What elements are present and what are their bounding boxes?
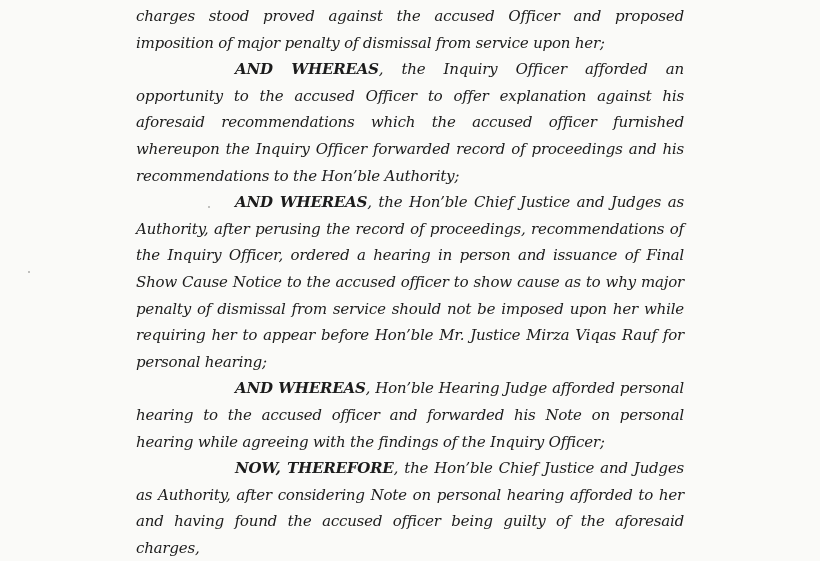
- paragraph-2-keyword: AND WHEREAS: [235, 60, 379, 79]
- paragraph-4-keyword: AND WHEREAS: [235, 379, 366, 398]
- paragraph-2-text: , the Inquiry Officer afforded an opportunity to the accused Officer to offer explanation against his aforesaid recommendations which the accused officer furnished whereupon the Inquiry Officer forwarded record of proceedings and his recommendations to the Hon’ble Authority;: [136, 60, 684, 185]
- paragraph-4-text: , Hon’ble Hearing Judge afforded personal hearing to the accused officer and forwarded his Note on personal hearing while agreeing with the findings of the Inquiry Officer;: [136, 379, 684, 451]
- scan-speck: [28, 271, 30, 273]
- paragraph-2: [136, 56, 684, 189]
- paragraph-5-keyword: NOW, THEREFORE: [235, 459, 394, 478]
- paragraph-3-keyword: AND WHEREAS: [235, 193, 368, 212]
- paragraph-1-text: charges stood proved against the accused Officer and proposed imposition of major penalty of dismissal from service upon her;: [136, 7, 684, 52]
- paragraph-5-text: , the Hon’ble Chief Justice and Judges as Authority, after considering Note on personal hearing afforded to her and having found the accused officer being guilty of the aforesaid charges,: [136, 459, 685, 557]
- paragraph-4: [136, 375, 684, 455]
- scan-speck: [208, 206, 210, 208]
- paragraph-1: [136, 3, 684, 56]
- paragraph-5: [136, 455, 684, 561]
- document-body: [136, 3, 684, 561]
- paragraph-3: [136, 189, 684, 375]
- paragraph-3-text: , the Hon’ble Chief Justice and Judges as Authority, after perusing the record of proceedings, recommendations of the Inquiry Officer, ordered a hearing in person and issuance of Final Show Cause Notice to the accused officer to show cause as to why major penalty of dismissal from service should not be imposed upon her while requiring her to appear before Hon’ble Mr. Justice Mirza Viqas Rauf for personal hearing;: [136, 193, 685, 371]
